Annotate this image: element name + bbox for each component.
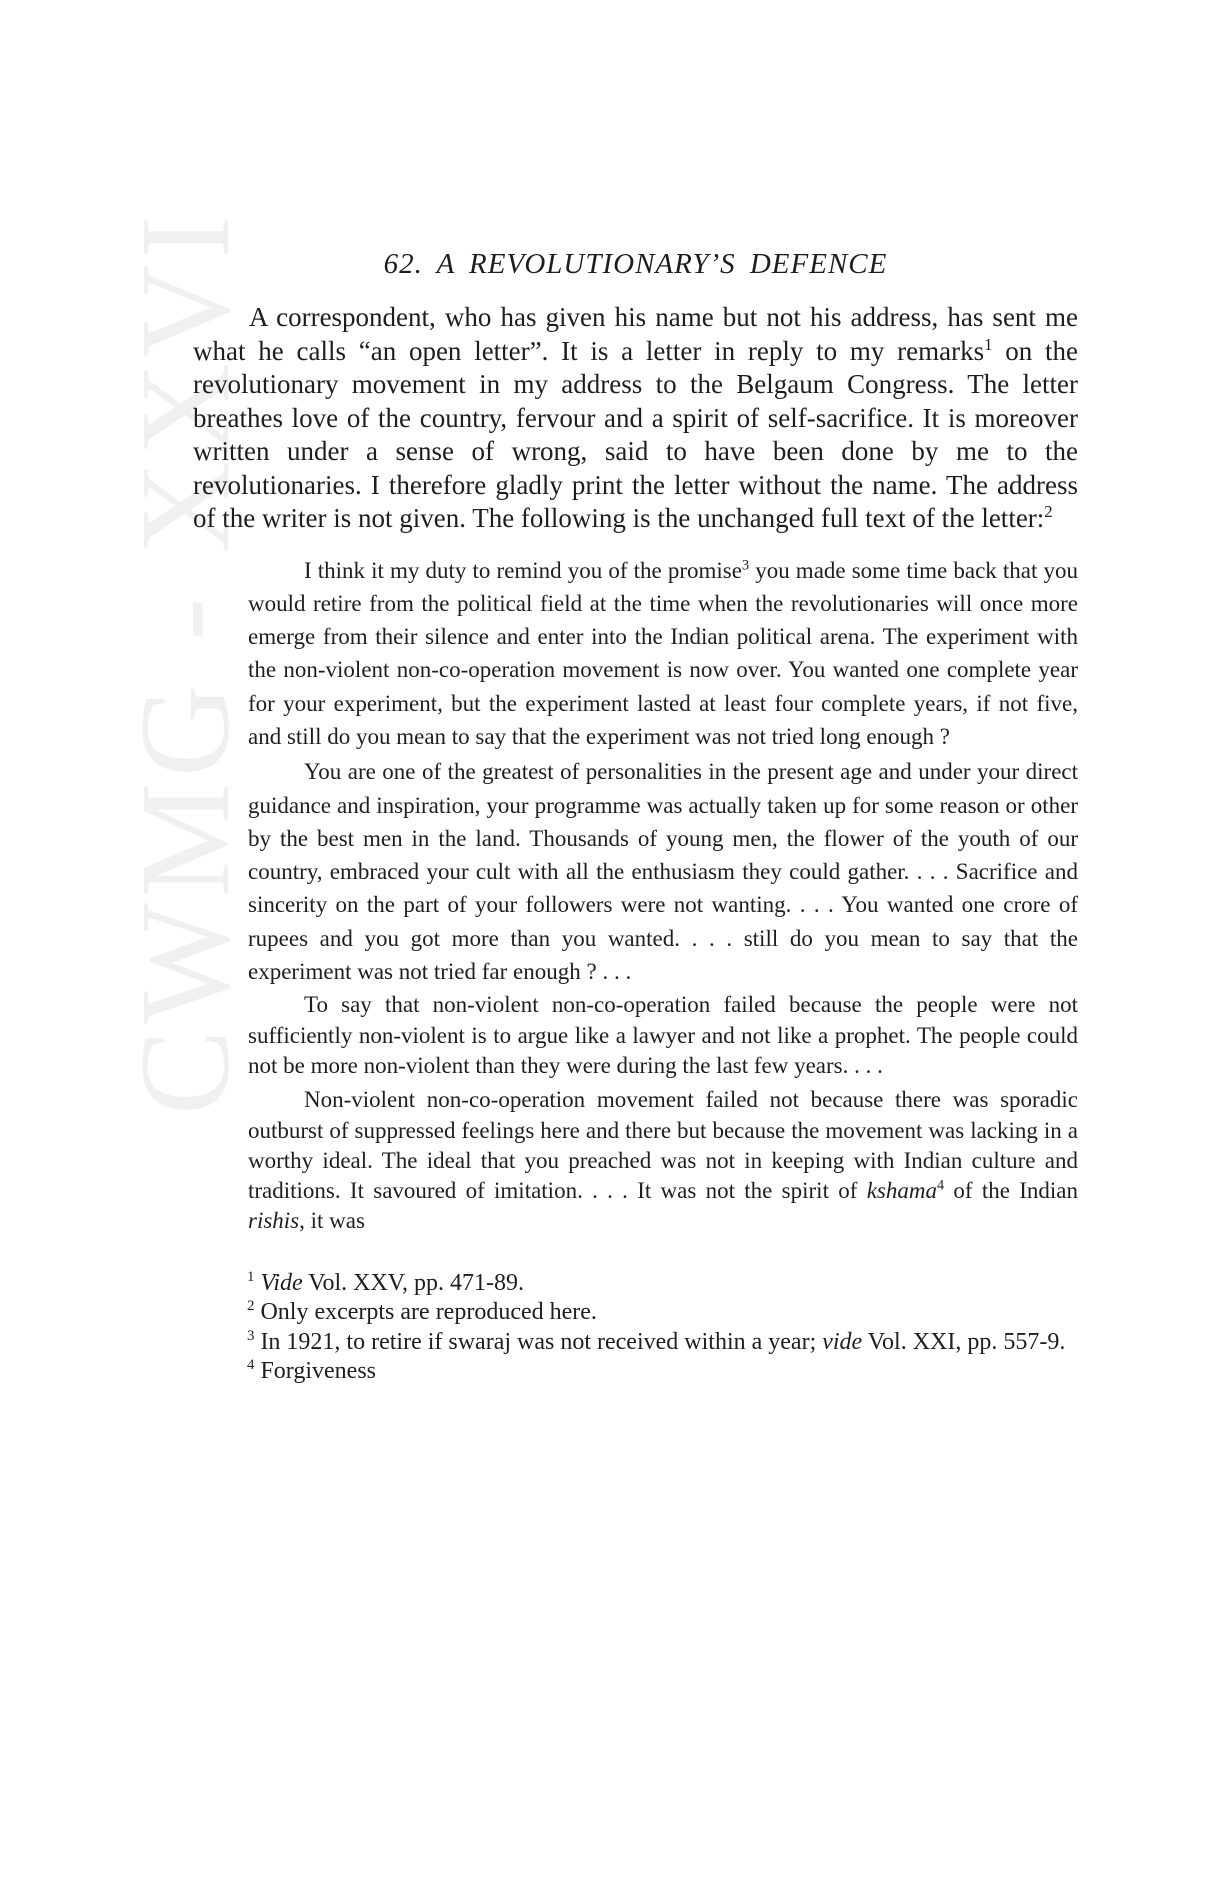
letter-p4-text-a: Non-violent non-co-operation movement failed not because there was sporadic outburst of suppressed feelings here and there but because the movement was lacking in a worthy ideal. The ideal that you preached was not in keeping with Indian culture and traditions. It savoured of imitation. . . . It was not the spirit of bbox=[248, 1087, 1078, 1204]
page-title: 62. A REVOLUTIONARY’S DEFENCE bbox=[383, 248, 888, 280]
letter-paragraph-4 bbox=[248, 1085, 1078, 1236]
footnote-3-number: 3 bbox=[247, 1327, 255, 1344]
footnotes bbox=[193, 1269, 1078, 1387]
footnote-1-text: Vol. XXV, pp. 471-89. bbox=[302, 1269, 525, 1296]
letter-paragraph-1 bbox=[248, 554, 1078, 754]
footnote-2-text: Only excerpts are reproduced here. bbox=[254, 1299, 597, 1326]
footnote-4-text: Forgiveness bbox=[254, 1358, 376, 1385]
footnote-1-number: 1 bbox=[247, 1268, 255, 1285]
footnote-ref-4: 4 bbox=[936, 1177, 945, 1194]
footnote-4-number: 4 bbox=[247, 1357, 255, 1374]
footnote-3-vide: vide bbox=[822, 1328, 863, 1355]
footnote-4 bbox=[193, 1357, 1078, 1387]
footnote-2 bbox=[193, 1298, 1078, 1328]
footnote-3 bbox=[193, 1328, 1078, 1358]
letter-quote bbox=[248, 554, 1078, 1237]
intro-paragraph bbox=[193, 301, 1078, 536]
footnote-ref-1: 1 bbox=[984, 334, 993, 354]
footnote-1-vide: Vide bbox=[260, 1269, 303, 1296]
letter-p1-text-b: you made some time back that you would retire from the political field at the time when the revolutionaries will once more emerge from their silence and enter into the Indian political arena. The experiment with the non-violent non-co-operation movement is now over. You wanted one complete year for your experiment, but the experiment lasted at least four complete years, if not five, and still do you mean to say that the experiment was not tried long enough ? bbox=[248, 557, 1078, 749]
letter-p4-text-c: , it was bbox=[299, 1208, 365, 1234]
term-kshama: kshama bbox=[866, 1178, 937, 1204]
intro-text-b: on the revolutionary movement in my address to the Belgaum Congress. The letter breathes love of the country, fervour and a spirit of self-sacrifice. It is moreover written under a sense of wrong, said to have been done by me to the revolutionaries. I therefore gladly print the letter without the name. The address of the writer is not given. The following is the unchanged full text of the letter: bbox=[193, 335, 1078, 533]
watermark: CWMG - XXVI bbox=[114, 210, 256, 1115]
footnote-1 bbox=[193, 1269, 1078, 1299]
footnote-3-text-b: Vol. XXI, pp. 557-9. bbox=[862, 1328, 1066, 1355]
page-content bbox=[193, 248, 1078, 1387]
footnote-ref-3: 3 bbox=[741, 556, 750, 573]
letter-paragraph-3: To say that non-violent non-co-operation failed because the people were not sufficiently non-violent is to argue like a lawyer and not like a prophet. The people could not be more non-violent than they were during the last few years. . . . bbox=[248, 992, 1078, 1078]
letter-p1-text-a: I think it my duty to remind you of the promise bbox=[304, 557, 742, 583]
footnote-3-text-a: In 1921, to retire if swaraj was not received within a year; bbox=[254, 1328, 823, 1355]
footnote-2-number: 2 bbox=[247, 1298, 255, 1315]
term-rishis: rishis bbox=[248, 1208, 300, 1234]
letter-paragraph-2: You are one of the greatest of personalities in the present age and under your direct guidance and inspiration, your programme was actually taken up for some reason or other by the best men in the land. Thousands of young men, the flower of the youth of our country, embraced your cult with all the enthusiasm they could gather. . . . Sacrifice and sincerity on the part of your followers were not wanting. . . . You wanted one crore of rupees and you got more than you wanted. . . . still do you mean to say that the experiment was not tried far enough ? . . . bbox=[248, 759, 1078, 985]
intro-text-a: A correspondent, who has given his name but not his address, has sent me what he calls “an open letter”. It is a letter in reply to my remarks bbox=[193, 302, 1078, 366]
letter-p4-text-b: of the Indian bbox=[944, 1178, 1078, 1204]
footnote-ref-2: 2 bbox=[1044, 501, 1053, 521]
